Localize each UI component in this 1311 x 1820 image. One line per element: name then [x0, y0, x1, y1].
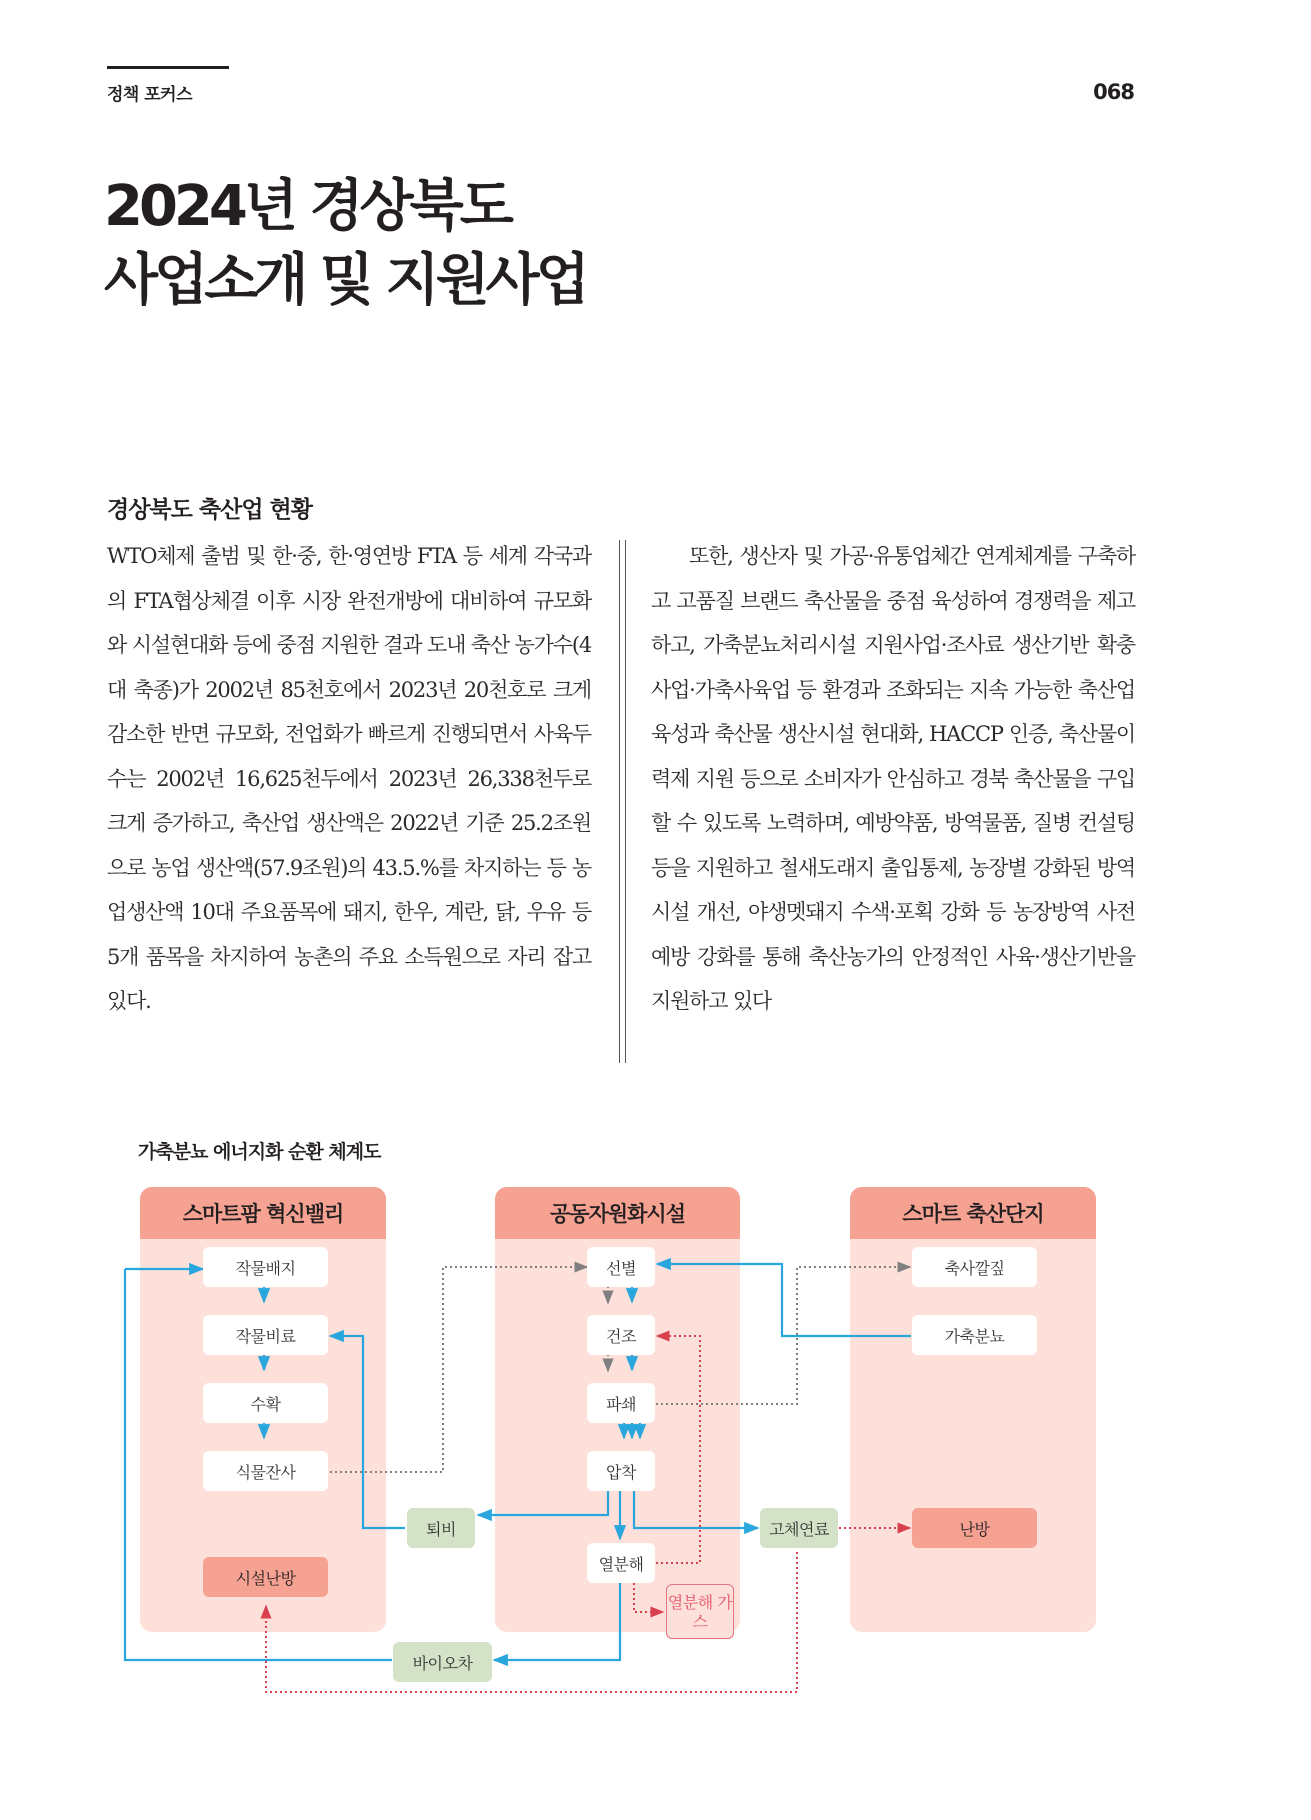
panel-joint-resource-title: 공동자원화시설	[495, 1187, 740, 1239]
title-line-2: 사업소개 및 지원사업	[104, 248, 586, 313]
body-column-right: 또한, 생산자 및 가공·유통업체간 연계체계를 구축하고 고품질 브랜드 축산물을 중점 육성하여 경쟁력을 제고하고, 가축분뇨처리시설 지원사업·조사료 생산기반 확충사업·가축사육업 등 환경과 조화되는 지속 가능한 축산업 육성과 축산물 생산시설 현대화, HACCP 인증, 축산물이력제 지원 등으로 소비자가 안심하고 경북 축산물을 구입할 수 있도록 노력하며, 예방약품, 방역물품, 질병 컨설팅 등을 지원하고 철새도래지 출입통제, 농장별 강화된 방역시설 개선, 야생멧돼지 수색·포획 강화 등 농장방역 사전예방 강화를 통해 축산농가의 안정적인 사육·생산기반을 지원하고 있다	[651, 544, 1135, 1013]
panel-smart-livestock-title: 스마트 축산단지	[850, 1187, 1096, 1239]
node-compost: 퇴비	[407, 1508, 475, 1548]
node-crop-cultivation: 작물배지	[203, 1247, 328, 1287]
node-crop-fertilizer: 작물비료	[203, 1315, 328, 1355]
page-number: 068	[1093, 80, 1134, 104]
node-livestock-manure: 가축분뇨	[912, 1315, 1037, 1355]
node-sorting: 선별	[587, 1247, 655, 1287]
node-facility-heating: 시설난방	[203, 1557, 328, 1597]
panel-smart-farm-title: 스마트팜 혁신밸리	[140, 1187, 386, 1239]
node-compression: 압착	[587, 1451, 655, 1491]
node-drying: 건조	[587, 1315, 655, 1355]
node-barn-bedding: 축사깔짚	[912, 1247, 1037, 1287]
node-biochar: 바이오차	[393, 1642, 492, 1682]
section-label: 정책 포커스	[107, 85, 193, 105]
node-pyrolysis-gas: 열분해 가스	[666, 1584, 734, 1639]
node-harvest: 수확	[203, 1383, 328, 1423]
diagram-title: 가축분뇨 에너지화 순환 체계도	[138, 1141, 381, 1163]
title-line-1: 2024년 경상북도	[104, 174, 510, 239]
section-subheading: 경상북도 축산업 현황	[107, 497, 312, 523]
node-solid-fuel: 고체연료	[760, 1508, 838, 1548]
body-column-left: WTO체제 출범 및 한·중, 한·영연방 FTA 등 세계 각국과의 FTA협상체결 이후 시장 완전개방에 대비하여 규모화와 시설현대화 등에 중점 지원한 결과 도내 축산 농가수(4대 축종)가 2002년 85천호에서 2023년 20천호로 크게 감소한 반면 규모화, 전업화가 빠르게 진행되면서 사육두수는 2002년 16,625천두에서 2023년 26,338천두로 크게 증가하고, 축산업 생산액은 2022년 기준 25.2조원으로 농업 생산액(57.9조원)의 43.5.%를 차지하는 등 농업생산액 10대 주요품목에 돼지, 한우, 계란, 닭, 우유 등 5개 품목을 차지하여 농촌의 주요 소득원으로 자리 잡고 있다.	[107, 544, 591, 1013]
node-crushing: 파쇄	[587, 1383, 655, 1423]
node-heating: 난방	[912, 1508, 1037, 1548]
node-pyrolysis: 열분해	[587, 1543, 655, 1583]
node-plant-residue: 식물잔사	[203, 1451, 328, 1491]
